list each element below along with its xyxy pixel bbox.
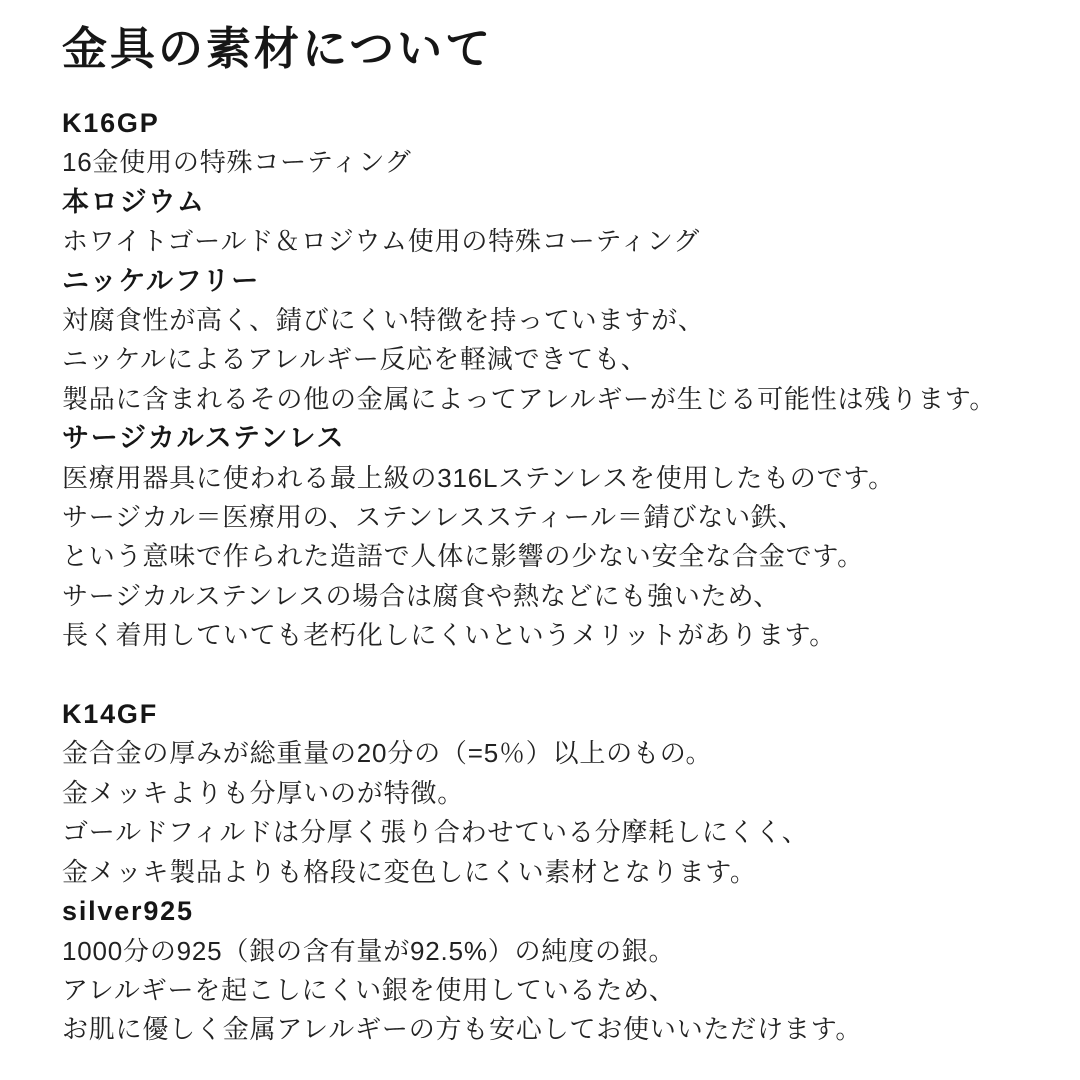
- materials-list: [62, 104, 1042, 1050]
- material-desc-line: 金メッキよりも分厚いのが特徴。: [62, 777, 465, 808]
- material-desc-line: 1000分の925（銀の含有量が92.5%）の純度の銀。: [62, 935, 676, 966]
- material-desc-line: 医療用器具に使われる最上級の316Lステンレスを使用したものです。: [62, 462, 895, 493]
- material-desc-line: ホワイトゴールド＆ロジウム使用の特殊コーティング: [62, 226, 701, 257]
- material-desc-line: 製品に含まれるその他の金属によってアレルギーが生じる可能性は残ります。: [62, 383, 997, 414]
- material-desc-line: アレルギーを起こしにくい銀を使用しているため、: [62, 974, 676, 1005]
- material-name-silver925: silver925: [62, 896, 194, 927]
- material-desc-line: 16金使用の特殊コーティング: [62, 147, 412, 178]
- material-desc-line: 対腐食性が高く、錆びにくい特徴を持っていますが、: [62, 305, 705, 336]
- material-desc-line: 金合金の厚みが総重量の20分の（=5％）以上のもの。: [62, 738, 713, 769]
- material-name-k16gp: K16GP: [62, 108, 160, 138]
- material-desc-line: サージカルステンレスの場合は腐食や熱などにも強いため、: [62, 580, 781, 611]
- material-desc-line: という意味で作られた造語で人体に影響の少ない安全な合金です。: [62, 541, 864, 572]
- material-desc-line: サージカル＝医療用の、ステンレススティール＝錆びない鉄、: [62, 502, 805, 533]
- material-desc-line: 金メッキ製品よりも格段に変色しにくい素材となります。: [62, 856, 757, 887]
- material-name-surgical-stainless: サージカルステンレス: [62, 423, 346, 454]
- material-desc-line: 長く着用していても老朽化しにくいというメリットがあります。: [62, 620, 837, 651]
- section-spacer: [62, 656, 1042, 695]
- material-name-rhodium: 本ロジウム: [62, 186, 206, 217]
- material-name-k14gf: K14GF: [62, 699, 159, 730]
- material-name-nickel-free: ニッケルフリー: [62, 265, 261, 296]
- material-desc-line: ゴールドフィルドは分厚く張り合わせている分摩耗しにくく、: [62, 817, 809, 848]
- material-desc-line: お肌に優しく金属アレルギーの方も安心してお使いいただけます。: [62, 1014, 863, 1045]
- material-desc-line: ニッケルによるアレルギー反応を軽減できても、: [62, 344, 648, 375]
- page-title: 金具の素材について: [62, 23, 494, 74]
